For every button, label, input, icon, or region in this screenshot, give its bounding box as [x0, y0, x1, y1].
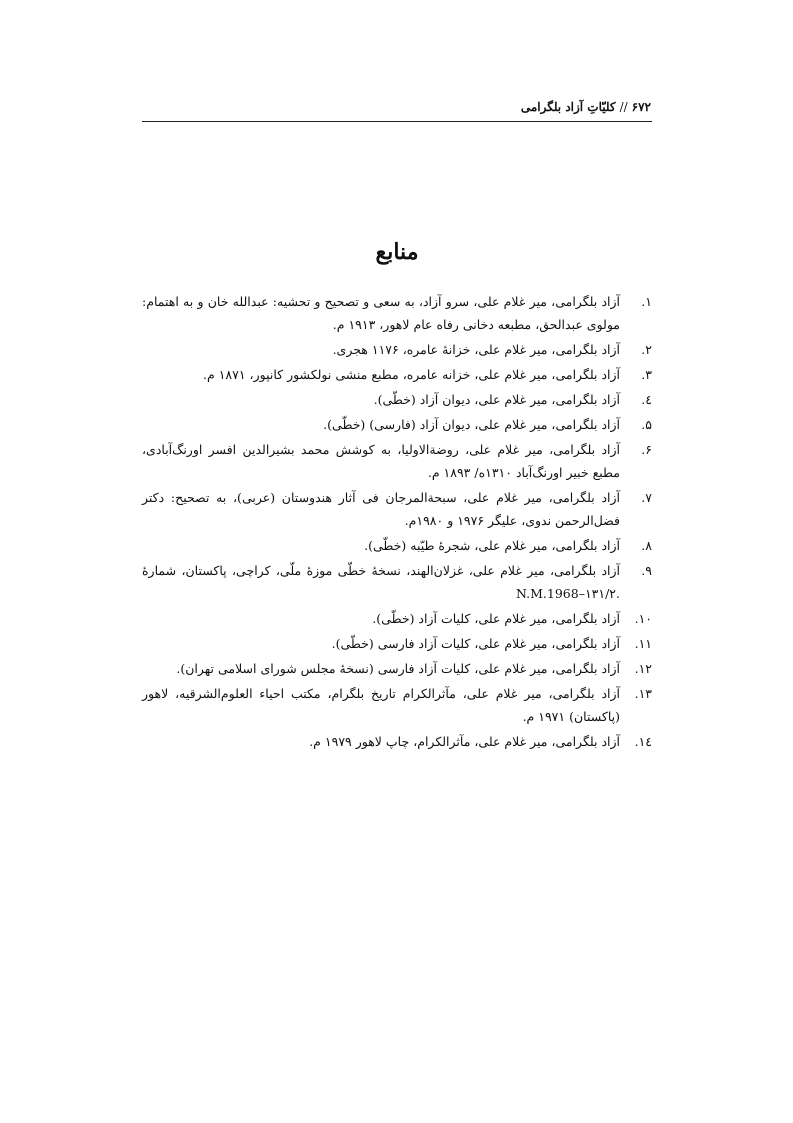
book-title: کلیّاتِ آزاد بلگرامی	[520, 100, 616, 114]
reference-text	[142, 559, 620, 605]
reference-number: ۱۱.	[634, 636, 652, 651]
reference-number: ۱۲.	[634, 661, 652, 676]
reference-number: ٤.	[641, 392, 652, 407]
reference-number: ۱۳.	[634, 686, 652, 701]
reference-item	[142, 632, 652, 655]
reference-text: آزاد بلگرامی، میر غلام علی، کلیات آزاد (خطّی).	[372, 611, 620, 626]
reference-item	[142, 338, 652, 361]
reference-item	[142, 559, 652, 605]
reference-text: آزاد بلگرامی، میر غلام علی، کلیات آزاد فارسی (خطّی).	[331, 636, 620, 651]
reference-item	[142, 730, 652, 753]
reference-text: آزاد بلگرامی، میر غلام علی، کلیات آزاد فارسی (نسخهٔ مجلس شورای اسلامی تهران).	[176, 661, 620, 676]
reference-number: ۹.	[641, 563, 652, 578]
header-separator: //	[619, 100, 628, 114]
reference-text: آزاد بلگرامی، میر غلام علی، دیوان آزاد (فارسی) (خطّی).	[323, 417, 620, 432]
reference-text: آزاد بلگرامی، میر غلام علی، مآثرالکرام، چاپ لاهور ۱۹۷۹ م.	[309, 734, 620, 749]
reference-item	[142, 682, 652, 728]
reference-item	[142, 657, 652, 680]
reference-number: ۲.	[641, 342, 652, 357]
page-number: ۶۷۲	[631, 100, 651, 114]
reference-number: ۷.	[641, 490, 652, 505]
reference-item	[142, 413, 652, 436]
reference-number: ۱۰.	[634, 611, 652, 626]
reference-item	[142, 607, 652, 630]
reference-number: ۳.	[641, 367, 652, 382]
reference-text: آزاد بلگرامی، میر غلام علی، خزانه عامره، مطبع منشی نولکشور کانپور، ۱۸۷۱ م.	[203, 367, 620, 382]
reference-item	[142, 290, 652, 336]
reference-text: آزاد بلگرامی، میر غلام علی، سرو آزاد، به سعی و تصحیح و تحشیه: عبدالله خان و به اهتمام: مولوی عبدالحق، مطبعه دخانی رفاه عام لاهور، ۱۹۱۳ م.	[142, 294, 620, 332]
reference-text-main: آزاد بلگرامی، میر غلام علی، غزلان‌الهند، نسخهٔ خطّی موزهٔ ملّی، کراچی، پاکستان، شمارهٔ	[142, 563, 620, 578]
reference-text: آزاد بلگرامی، میر غلام علی، خزانهٔ عامره، ۱۱۷۶ هجری.	[332, 342, 620, 357]
header-rule	[142, 121, 652, 122]
reference-item	[142, 438, 652, 484]
reference-item	[142, 534, 652, 557]
reference-text: آزاد بلگرامی، میر غلام علی، روضةالاولیا، به کوشش محمد بشیرالدین افسر اورنگ‌آبادی، مطبع خبیر اورنگ‌آباد ۱۳۱۰ه/ ۱۸۹۳ م.	[142, 442, 620, 480]
reference-number: ۶.	[641, 442, 652, 457]
reference-item	[142, 363, 652, 386]
reference-number: ۱٤.	[634, 734, 652, 749]
manuscript-shelfmark: N.M.1968–۱۳۱/۲.	[516, 586, 620, 601]
reference-item	[142, 388, 652, 411]
reference-number: ۵.	[641, 417, 652, 432]
reference-text: آزاد بلگرامی، میر غلام علی، سبحةالمرجان فی آثار هندوستان (عربی)، به تصحیح: دکتر فضل‌الرحمن ندوی، علیگر ۱۹۷۶ و ۱۹۸۰م.	[142, 490, 620, 528]
reference-item	[142, 486, 652, 532]
reference-text: آزاد بلگرامی، میر غلام علی، شجرهٔ طیّبه (خطّی).	[364, 538, 620, 553]
reference-number: ۸.	[641, 538, 652, 553]
running-header	[141, 98, 651, 116]
reference-text: آزاد بلگرامی، میر غلام علی، مآثرالکرام تاریخ بلگرام، مکتب احیاء العلوم‌الشرقیه، لاهور (پاکستان) ۱۹۷۱ م.	[142, 686, 620, 724]
references-list	[142, 290, 652, 755]
reference-text: آزاد بلگرامی، میر غلام علی، دیوان آزاد (خطّی).	[373, 392, 620, 407]
section-title: منابع	[375, 239, 419, 265]
reference-number: ۱.	[641, 294, 652, 309]
